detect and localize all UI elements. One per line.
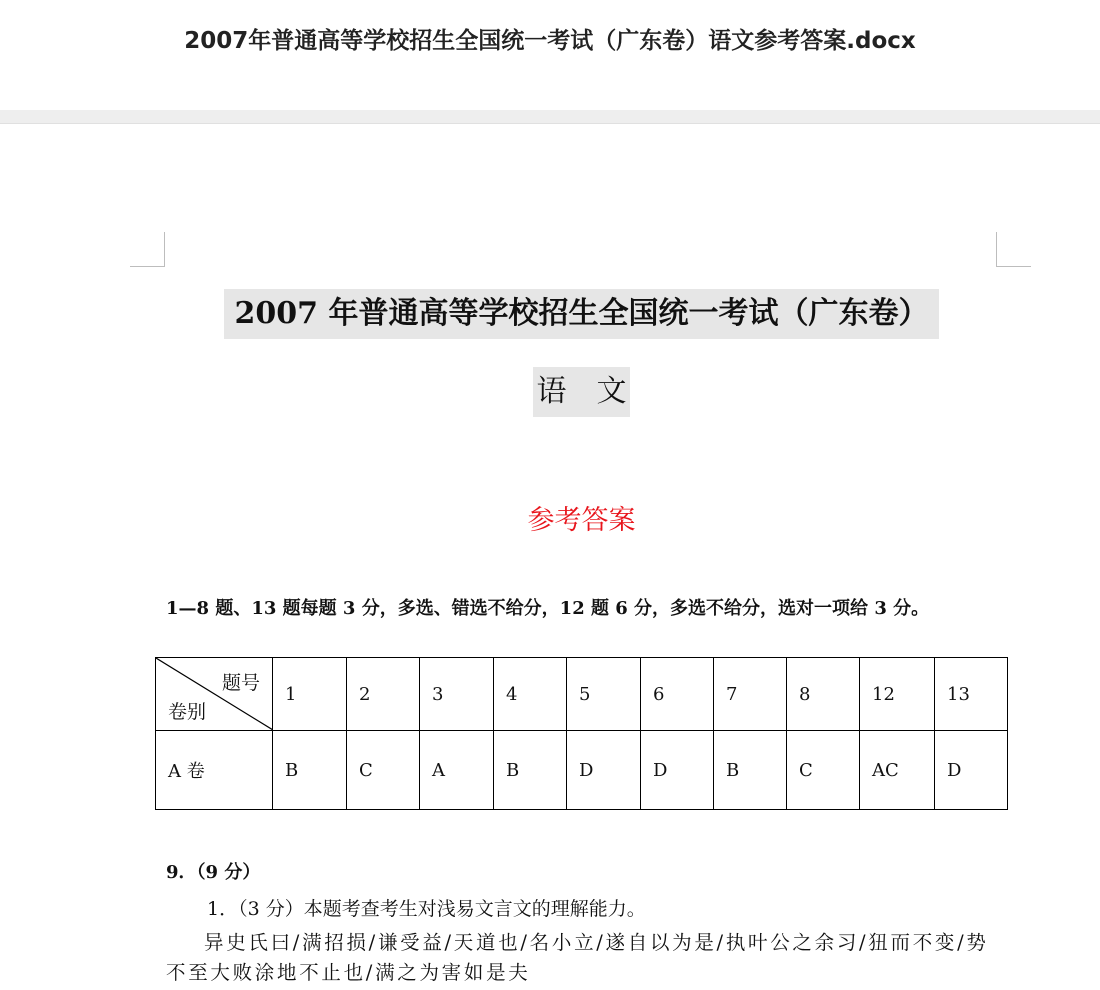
question-number-cell: 3 [420,658,494,731]
question-number-cell: 2 [347,658,420,731]
answer-cell: D [935,731,1008,810]
answer-cell: D [567,731,641,810]
answer-cell: B [273,731,347,810]
subject-title: 语 文 [533,367,630,417]
answer-cell: C [347,731,420,810]
scoring-note: 1—8 题、13 题每题 3 分，多选、错选不给分，12 题 6 分，多选不给分，选对一项给 3 分。 [166,598,930,619]
question-number-cell: 7 [714,658,787,731]
answer-cell: D [641,731,714,810]
answer-cell: B [714,731,787,810]
question-number-cell: 8 [787,658,860,731]
margin-corner-mark-right [996,232,1031,267]
document-name: 2007年普通高等学校招生全国统一考试（广东卷）语文参考答案.docx [184,28,916,54]
answer-cell: A [420,731,494,810]
question-number-cell: 5 [567,658,641,731]
question-number-cell: 6 [641,658,714,731]
answer-cell: AC [860,731,935,810]
question-number-cell: 4 [494,658,567,731]
question-number-cell: 12 [860,658,935,731]
document-page[interactable] [0,124,1100,990]
table-corner-cell [156,658,273,731]
question-9-item-1: 1．（3 分）本题考查考生对浅易文言文的理解能力。 [207,898,646,920]
question-number-cell: 1 [273,658,347,731]
title-bar [0,0,1100,110]
answer-table [155,657,1008,810]
table-row [156,731,1008,810]
question-9-heading: 9．（9 分） [166,862,261,883]
answer-heading: 参考答案 [527,505,636,536]
paper-type-cell: A 卷 [156,731,273,810]
corner-label-paper-type: 卷别 [168,701,207,723]
answer-cell: B [494,731,567,810]
question-number-cell: 13 [935,658,1008,731]
margin-corner-mark-left [130,232,165,267]
question-9-passage: 异史氏曰/满招损/谦受益/天道也/名小立/遂自以为是/执叶公之余习/狃而不变/势不至大败涂地不止也/满之为害如是夫 [166,931,989,984]
page-gutter [0,110,1100,124]
exam-title: 2007 年普通高等学校招生全国统一考试（广东卷） [224,289,939,339]
corner-label-question-number: 题号 [221,672,260,694]
table-header-row [156,658,1008,731]
answer-cell: C [787,731,860,810]
